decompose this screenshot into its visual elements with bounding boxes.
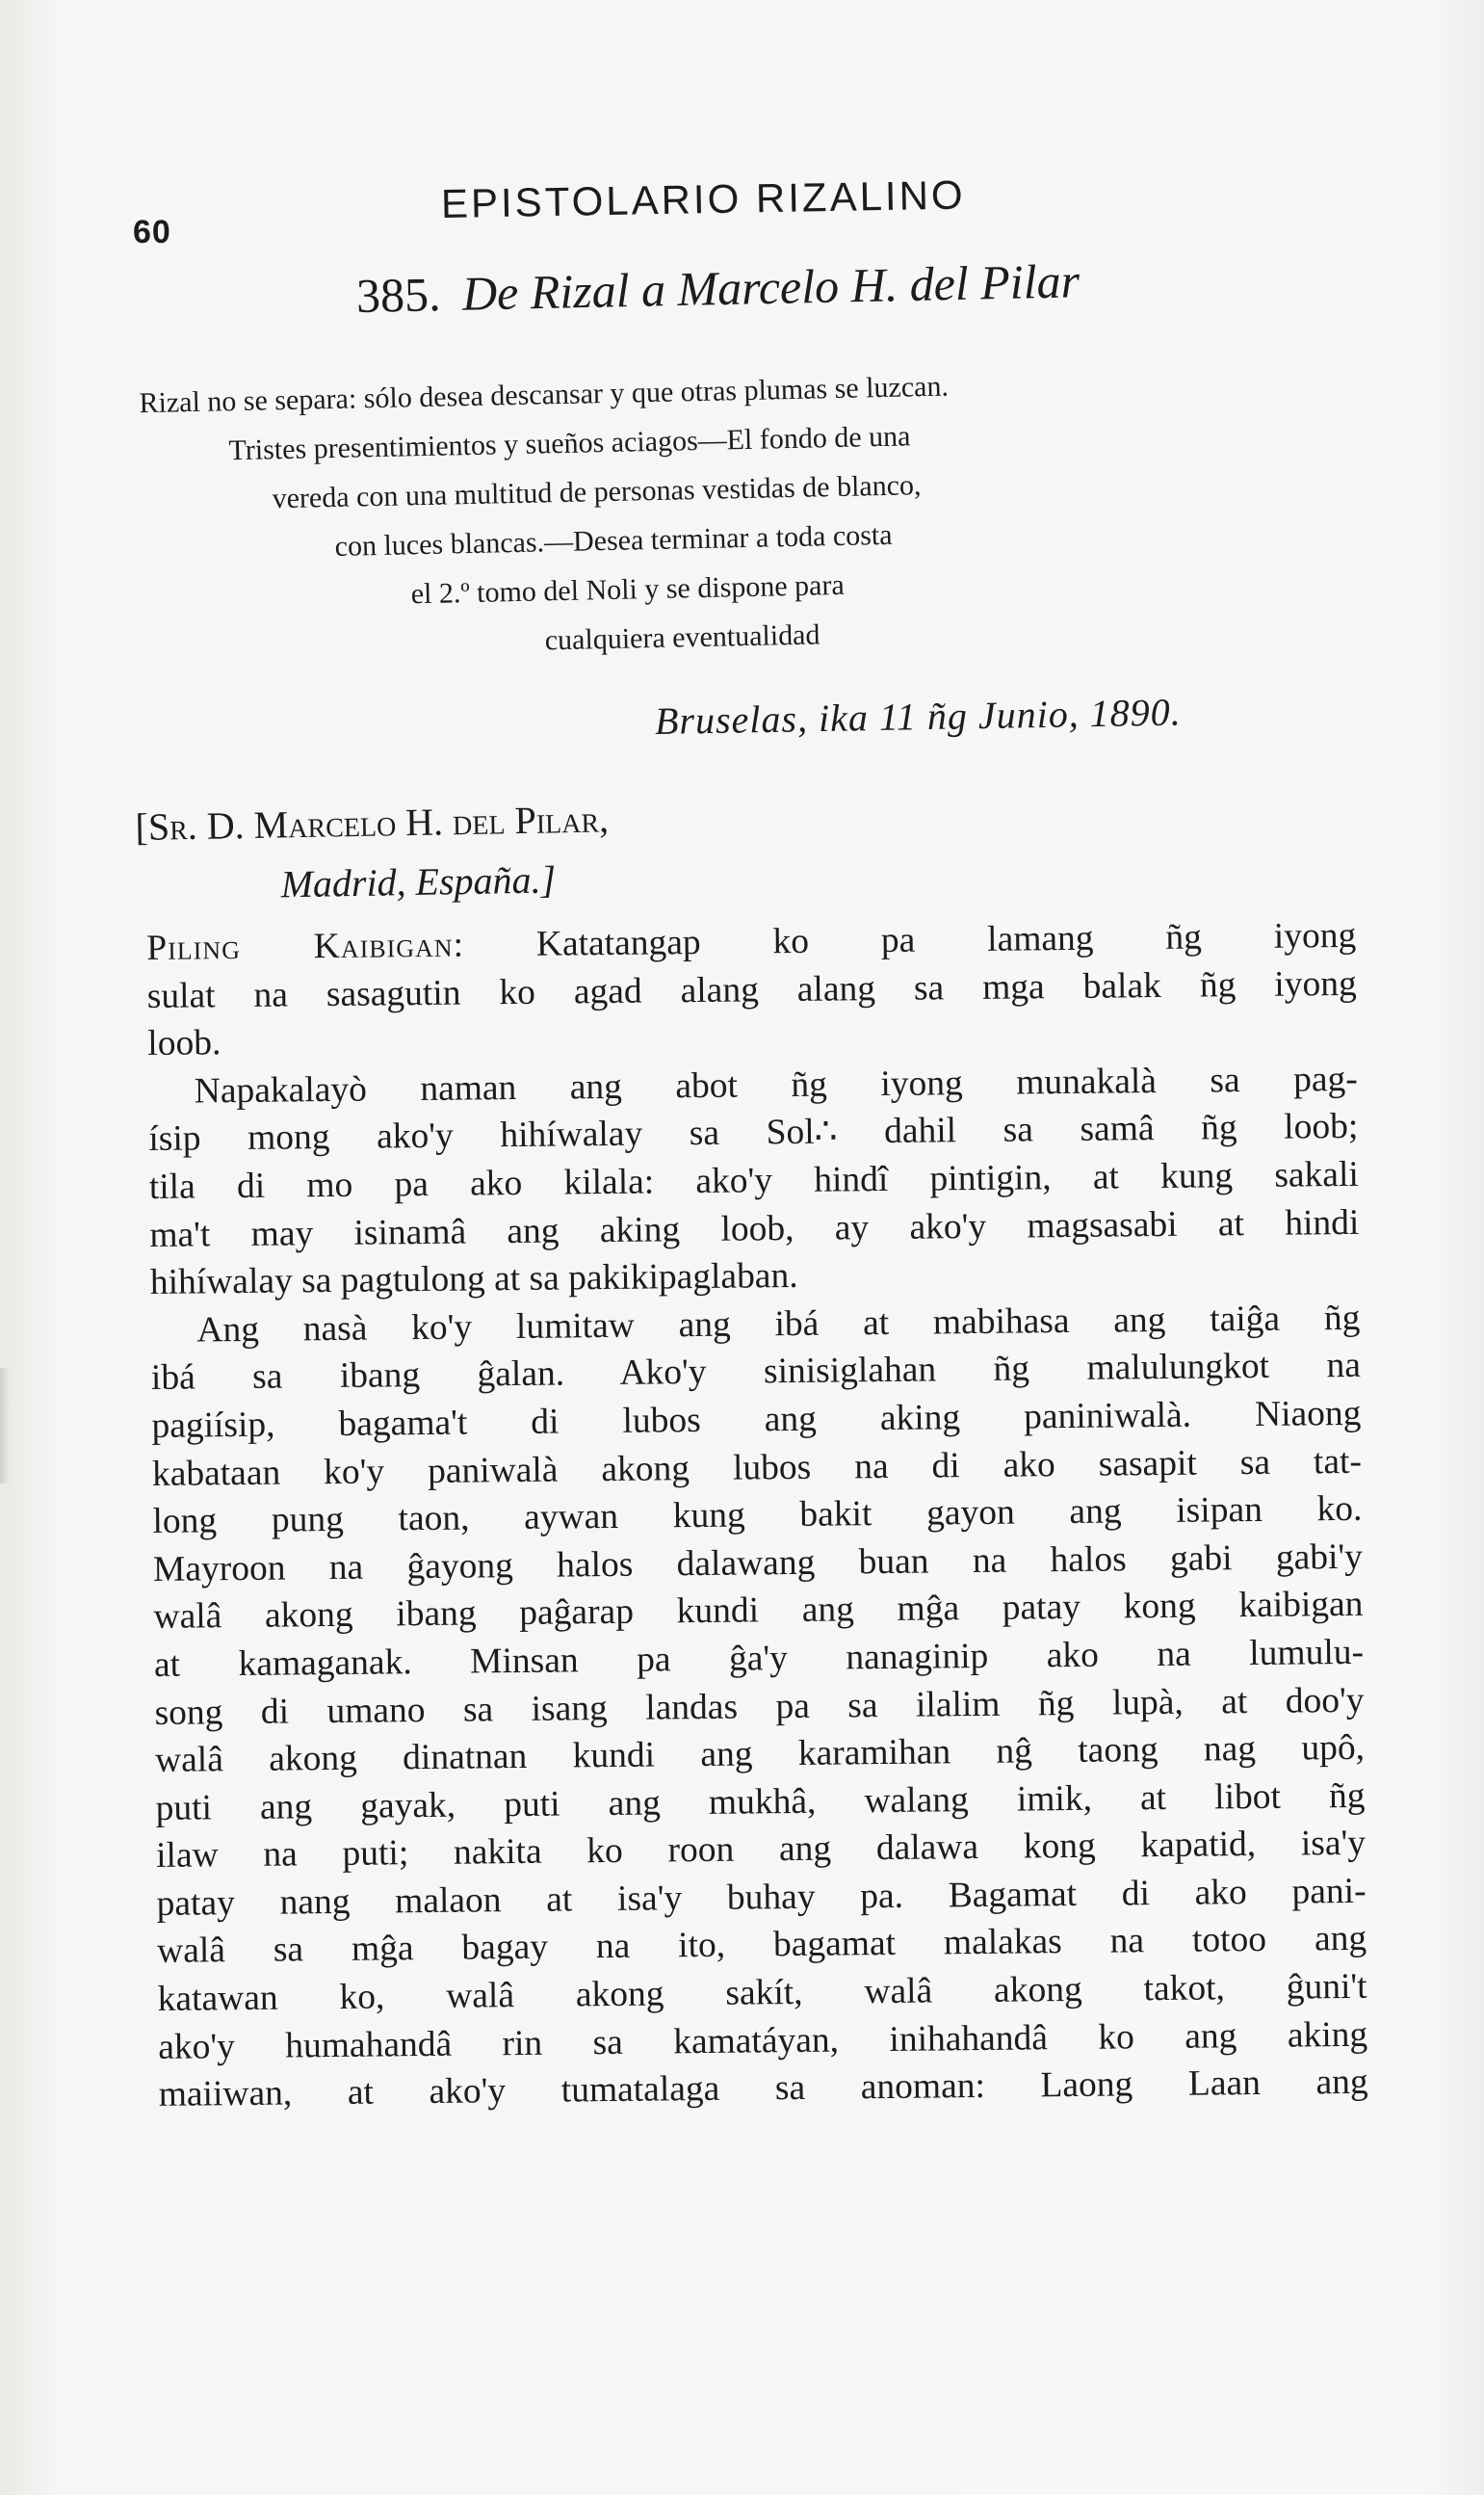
body-line: ako'y humahandâ rin sa kamatáyan, inihahandâ ko ang aking	[157, 2014, 1368, 2067]
body-line: at kamaganak. Minsan pa ĝa'y nanaginip ako na lumulu-	[153, 1632, 1365, 1685]
page-number: 60	[133, 214, 171, 250]
summary-line: vereda con una multitud de personas vestidas de blanco,	[272, 469, 922, 515]
body-line-text: Katatangap ko pa lamang ñg iyong	[535, 915, 1357, 964]
running-title: EPISTOLARIO RIZALINO	[440, 171, 967, 226]
body-line: walâ akong ibang paĝarap kundi ang mĝa patay kong kaibigan	[153, 1585, 1364, 1638]
body-line: katawan ko, walâ akong sakít, walâ akong takot, ĝuni't	[157, 1966, 1367, 2020]
address-location: Madrid, España.]	[280, 857, 557, 906]
body-line: Mayroon na ĝayong halos dalawang buan na halos gabi gabi'y	[152, 1536, 1364, 1589]
summary-line: con luces blancas.—Desea terminar a toda costa	[334, 518, 893, 563]
body-line: sulat na sasagutin ko agad alang alang sa mga balak ñg iyong	[146, 963, 1357, 1016]
body-line: puti ang gayak, puti ang mukhâ, walang imik, at libot ñg	[155, 1775, 1366, 1828]
salutation: Piling Kaibigan:	[146, 925, 465, 968]
running-head	[133, 173, 1346, 250]
summary-line: cualquiera eventualidad	[544, 618, 820, 657]
letter-heading	[355, 252, 1080, 324]
body-line: long pung taon, aywan kung bakit gayon ang isipan ko.	[152, 1488, 1363, 1542]
summary-line: Rizal no se separa: sólo desea descansar y que otras plumas se luzcan.	[139, 370, 950, 420]
body-line: walâ sa mĝa bagay na ito, bagamat malakas na totoo ang	[156, 1919, 1367, 1972]
body-line: loob.	[147, 1023, 221, 1064]
summary-line: Tristes presentimientos y sueños aciagos—El fondo de una	[228, 420, 911, 467]
page-edge-shadow	[0, 1368, 10, 1484]
body-line: Napakalayò naman ang abot ñg iyong munakalà sa pag-	[194, 1059, 1358, 1112]
letter-body	[146, 912, 1368, 2119]
body-line: hihíwalay sa pagtulong at sa pakikipaglaban.	[149, 1256, 798, 1303]
dateline: Bruselas, ika 11 ñg Junio, 1890.	[654, 690, 1183, 743]
body-line: song di umano sa isang landas pa sa ilalim ñg lupà, at doo'y	[154, 1680, 1365, 1733]
body-line: kabataan ko'y paniwalà akong lubos na di ako sasapit sa tat-	[151, 1441, 1363, 1494]
body-line: ibá sa ibang ĝalan. Ako'y sinisiglahan ñg malulungkot na	[150, 1346, 1362, 1399]
body-line: walâ akong dinatnan kundi ang karamihan nĝ taong nag upô,	[154, 1727, 1366, 1781]
letter-number: 385.	[355, 267, 442, 323]
body-line: maiiwan, at ako'y tumatalaga sa anoman: Laong Laan ang	[158, 2062, 1368, 2115]
body-line: pagiísip, bagama't di lubos ang aking paniniwalà. Niaong	[151, 1393, 1362, 1446]
summary-line: el 2.º tomo del Noli y se dispone para	[410, 568, 846, 611]
letter-title: De Rizal a Marcelo H. del Pilar	[461, 253, 1080, 321]
body-line: ma't may isinamâ ang aking loob, ay ako'y magsasabi at hindi	[149, 1202, 1360, 1255]
body-line: ilaw na puti; nakita ko roon ang dalawa kong kapatid, isa'y	[155, 1824, 1367, 1877]
address-block	[135, 789, 611, 917]
body-line: ísip mong ako'y hihíwalay sa Sol∴ dahil sa samâ ñg loob;	[148, 1107, 1359, 1160]
body-line: patay nang malaon at isa'y buhay pa. Bagamat di ako pani-	[156, 1871, 1367, 1924]
body-line: Ang nasà ko'y lumitaw ang ibá at mabihasa ang taiĝa ñg	[196, 1298, 1361, 1351]
body-line: tila di mo pa ako kilala: ako'y hindî pintigin, at kung sakali	[148, 1154, 1359, 1207]
address-recipient: [Sr. D. Marcelo H. del Pilar,	[135, 797, 610, 849]
letter-summary	[139, 355, 1267, 672]
